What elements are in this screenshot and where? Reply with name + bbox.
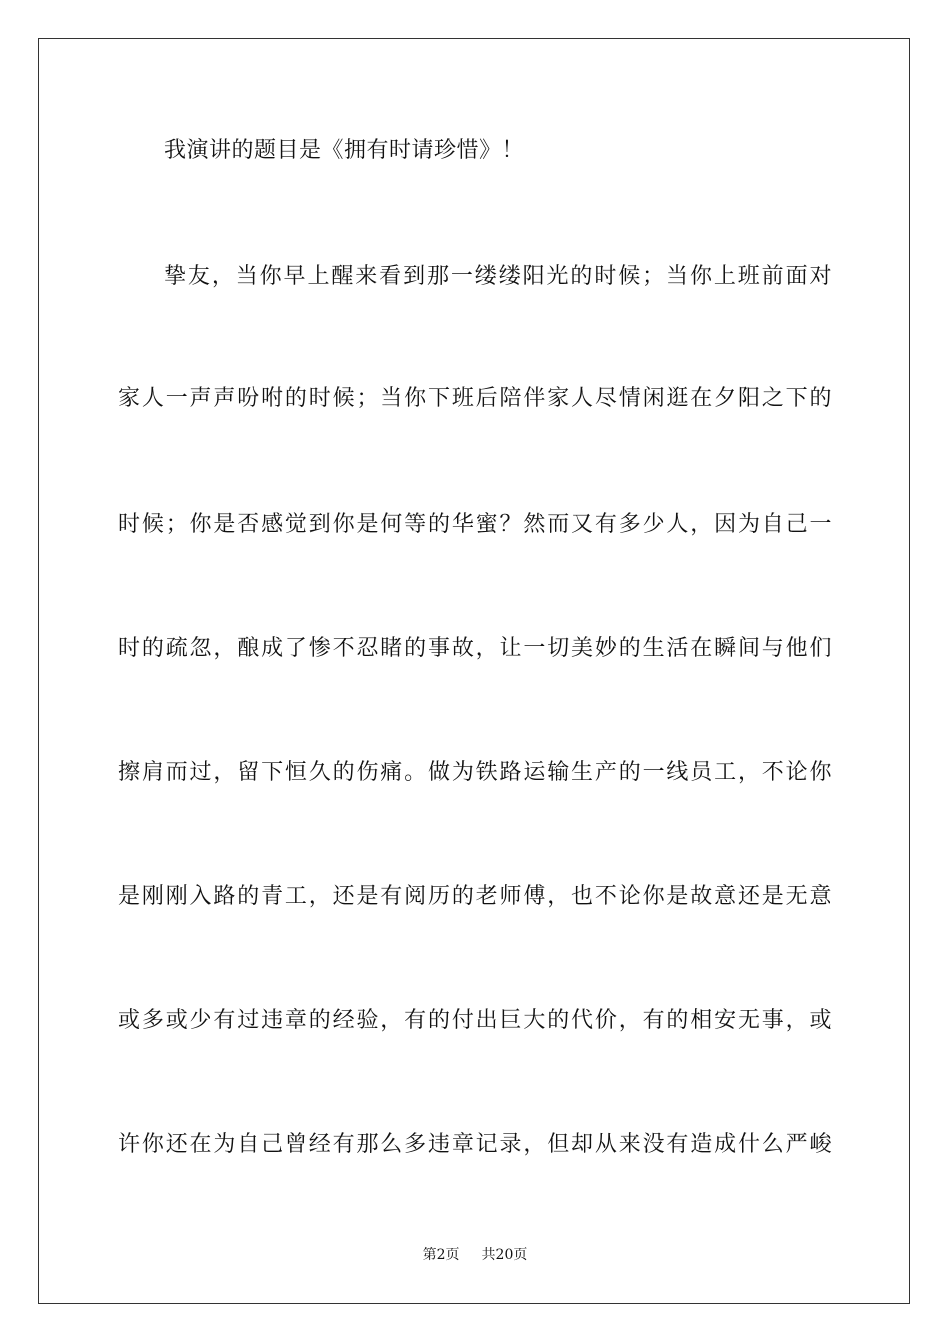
body-line: 是刚刚入路的青工，还是有阅历的老师傅，也不论你是故意还是无意 — [118, 884, 832, 909]
body-line: 挚友，当你早上醒来看到那一缕缕阳光的时候；当你上班前面对 — [164, 264, 832, 289]
body-line: 或多或少有过违章的经验，有的付出巨大的代价，有的相安无事，或 — [118, 1008, 832, 1033]
body-line: 许你还在为自己曾经有那么多违章记录，但却从来没有造成什么严峻 — [118, 1132, 832, 1157]
page-number: 第2页 — [422, 1247, 460, 1263]
speech-title-line: 我演讲的题目是《拥有时请珍惜》！ — [164, 138, 525, 163]
body-line: 擦肩而过，留下恒久的伤痛。做为铁路运输生产的一线员工，不论你 — [118, 760, 832, 785]
body-line: 家人一声声吩咐的时候；当你下班后陪伴家人尽情闲逛在夕阳之下的 — [118, 386, 832, 411]
page-frame — [38, 38, 910, 1304]
body-line: 时的疏忽，酿成了惨不忍睹的事故，让一切美妙的生活在瞬间与他们 — [118, 636, 832, 661]
body-line: 时候；你是否感觉到你是何等的华蜜？然而又有多少人，因为自己一 — [118, 512, 832, 537]
page-footer — [0, 1246, 950, 1264]
page-total: 共20页 — [481, 1247, 528, 1263]
